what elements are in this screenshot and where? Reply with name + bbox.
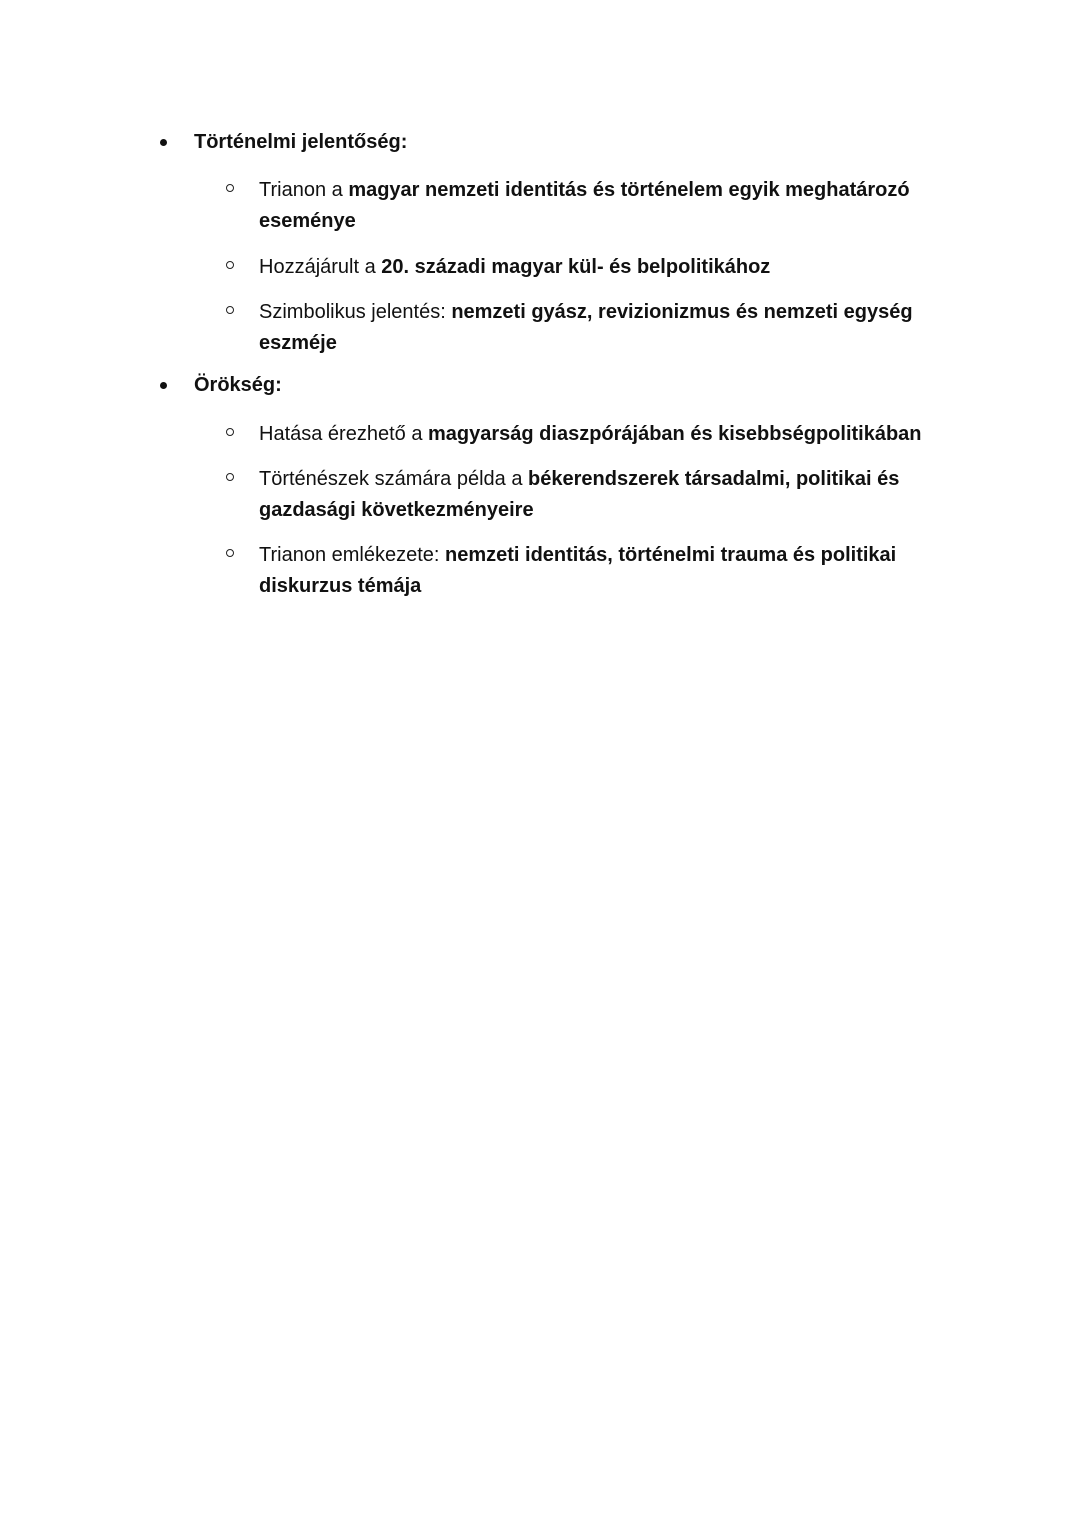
- bullet-dot-icon: [160, 139, 167, 146]
- circle-bullet-icon: [226, 473, 234, 481]
- circle-bullet-icon: [226, 184, 234, 192]
- list-item-text: [259, 297, 949, 359]
- list-item-plain: Hatása érezhető a: [259, 423, 428, 445]
- list-item-bold: nemzeti gyász, revizionizmus és nemzeti egység eszméje: [259, 301, 913, 354]
- list-item-text: [259, 175, 949, 237]
- list-item-text: [259, 419, 979, 450]
- section-title: Örökség:: [194, 374, 282, 396]
- section-tortenelmi-jelentoseg: [160, 130, 960, 160]
- list-item-plain: Szimbolikus jelentés:: [259, 301, 452, 323]
- list-item-plain: Történészek számára példa a: [259, 468, 529, 490]
- section-heading: [160, 130, 960, 160]
- list-item-bold: 20. századi magyar kül- és belpolitikához: [381, 256, 771, 278]
- list-item-text: [259, 540, 949, 602]
- circle-bullet-icon: [226, 261, 234, 269]
- list-item-plain: Trianon a: [259, 179, 349, 201]
- list-item-plain: Trianon emlékezete:: [259, 544, 446, 566]
- list-item-text: [259, 252, 949, 283]
- section-orokseg: [160, 373, 960, 403]
- list-item-bold: békerendszerek társadalmi, politikai és gazdasági következményeire: [259, 468, 900, 521]
- list-item-bold: magyarság diaszpórájában és kisebbségpolitikában: [428, 423, 922, 445]
- circle-bullet-icon: [226, 549, 234, 557]
- list-item-bold: nemzeti identitás, történelmi trauma és politikai diskurzus témája: [259, 544, 897, 597]
- circle-bullet-icon: [226, 428, 234, 436]
- list-item-plain: Hozzájárult a: [259, 256, 382, 278]
- circle-bullet-icon: [226, 306, 234, 314]
- list-item-text: [259, 464, 949, 526]
- section-title: Történelmi jelentőség:: [194, 131, 408, 153]
- bullet-dot-icon: [160, 382, 167, 389]
- section-heading: [160, 373, 960, 403]
- list-item-bold: magyar nemzeti identitás és történelem egyik meghatározó eseménye: [259, 179, 910, 232]
